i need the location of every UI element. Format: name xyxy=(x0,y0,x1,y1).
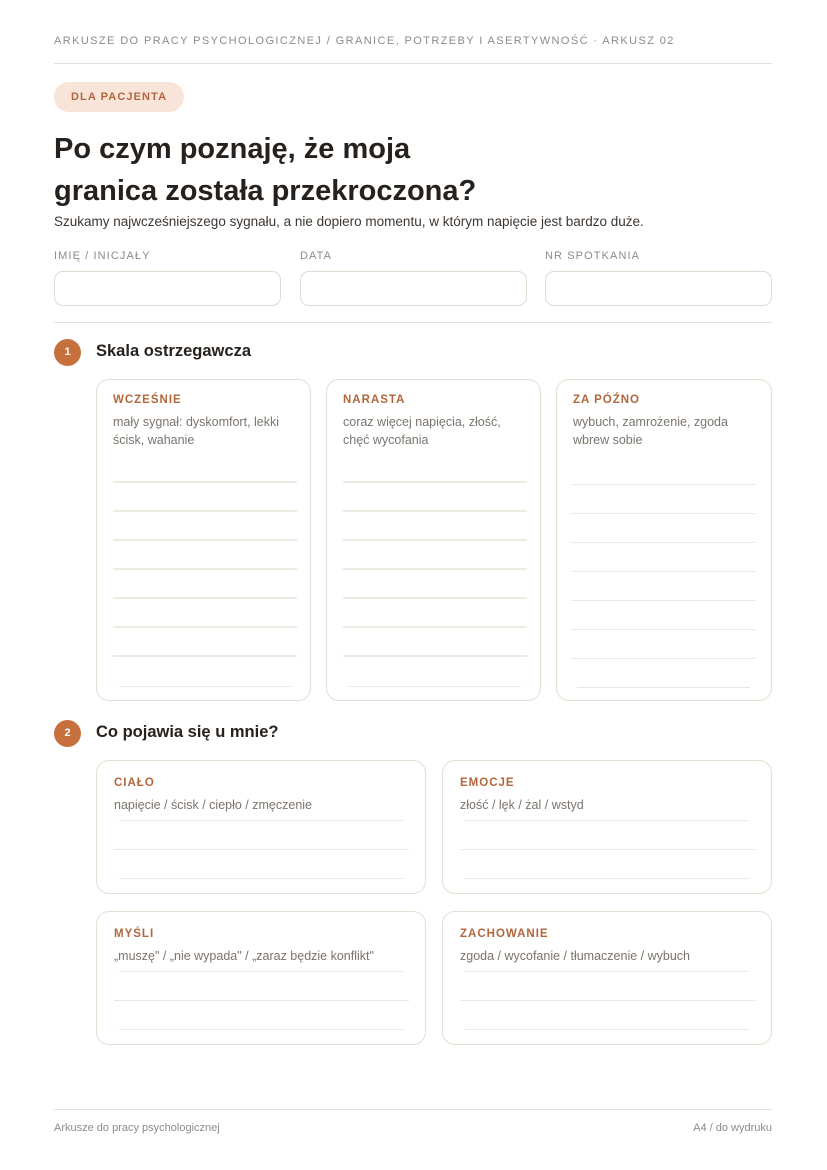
writing-line xyxy=(571,513,756,514)
writing-line xyxy=(349,686,521,687)
section-1-header xyxy=(54,339,454,367)
writing-line xyxy=(113,510,297,512)
section-1-title: Skala ostrzegawcza xyxy=(96,342,251,360)
writing-line xyxy=(465,820,749,821)
audience-badge: DLA PACJENTA xyxy=(54,82,184,112)
card-rising-hint: coraz więcej napięcia, złość, chęć wycofania xyxy=(343,415,501,447)
section-2-header xyxy=(54,720,454,748)
writing-line xyxy=(119,1029,403,1030)
footer-format-note: A4 / do wydruku xyxy=(693,1122,772,1134)
header-divider xyxy=(54,63,772,64)
writing-line xyxy=(119,971,403,972)
page-title-line-2: granica została przekroczona? xyxy=(54,175,477,207)
card-early[interactable] xyxy=(96,379,311,701)
date-input[interactable] xyxy=(300,271,527,306)
name-input[interactable] xyxy=(54,271,281,306)
card-behavior[interactable] xyxy=(442,911,772,1045)
name-field xyxy=(54,250,281,306)
writing-line xyxy=(119,878,403,879)
writing-line xyxy=(571,484,756,485)
card-rising[interactable] xyxy=(326,379,541,701)
card-emotions[interactable] xyxy=(442,760,772,894)
writing-line xyxy=(460,849,755,850)
patient-info-fields xyxy=(54,250,772,308)
card-thoughts-label: MYŚLI xyxy=(114,928,155,940)
card-early-label: WCZEŚNIE xyxy=(113,394,182,406)
date-field-label: DATA xyxy=(300,250,333,262)
writing-line xyxy=(113,655,297,657)
section-2-number: 2 xyxy=(54,720,81,747)
writing-line xyxy=(343,655,527,657)
card-behavior-hint: zgoda / wycofanie / tłumaczenie / wybuch xyxy=(460,949,690,963)
page-title-line-1: Po czym poznaję, że moja xyxy=(54,133,411,165)
writing-line xyxy=(571,658,756,659)
page-subtitle: Szukamy najwcześniejszego sygnału, a nie dopiero momentu, w którym napięcie jest bardzo duże. xyxy=(54,214,644,229)
page-title xyxy=(54,128,754,212)
writing-line xyxy=(571,600,756,601)
footer-series-name: Arkusze do pracy psychologicznej xyxy=(54,1122,220,1134)
header-breadcrumb: ARKUSZE DO PRACY PSYCHOLOGICZNEJ / GRANICE, POTRZEBY I ASERTYWNOŚĆ · ARKUSZ 02 xyxy=(54,35,675,47)
card-thoughts[interactable] xyxy=(96,911,426,1045)
card-early-hint: mały sygnał: dyskomfort, lekki ścisk, wahanie xyxy=(113,415,280,447)
writing-line xyxy=(113,481,297,483)
card-behavior-label: ZACHOWANIE xyxy=(460,928,549,940)
session-number-input[interactable] xyxy=(545,271,772,306)
card-too-late[interactable] xyxy=(556,379,772,701)
card-emotions-label: EMOCJE xyxy=(460,777,515,789)
writing-line xyxy=(571,571,756,572)
name-field-label: IMIĘ / INICJAŁY xyxy=(54,250,151,262)
writing-line xyxy=(577,687,750,688)
writing-line xyxy=(465,878,749,879)
writing-line xyxy=(460,1000,755,1001)
card-body[interactable] xyxy=(96,760,426,894)
writing-line xyxy=(114,1000,409,1001)
writing-line xyxy=(571,629,756,630)
card-too-late-label: ZA PÓŹNO xyxy=(573,394,640,406)
writing-line xyxy=(465,971,749,972)
writing-line xyxy=(571,542,756,543)
writing-line xyxy=(343,481,527,483)
section-2-title: Co pojawia się u mnie? xyxy=(96,723,279,741)
writing-line xyxy=(113,539,297,541)
writing-line xyxy=(113,626,297,628)
card-thoughts-hint: „muszę" / „nie wypada" / „zaraz będzie konflikt" xyxy=(114,949,374,963)
section-divider xyxy=(54,322,772,323)
session-number-field xyxy=(545,250,772,306)
writing-line xyxy=(343,568,527,570)
writing-line xyxy=(113,568,297,570)
date-field xyxy=(300,250,527,306)
writing-line xyxy=(465,1029,749,1030)
writing-line xyxy=(343,626,527,628)
writing-line xyxy=(343,510,527,512)
writing-line xyxy=(119,686,291,687)
card-too-late-hint: wybuch, zamrożenie, zgoda wbrew sobie xyxy=(573,415,728,447)
session-number-field-label: NR SPOTKANIA xyxy=(545,250,641,262)
card-rising-label: NARASTA xyxy=(343,394,406,406)
footer-divider xyxy=(54,1109,772,1110)
writing-line xyxy=(114,849,409,850)
writing-line xyxy=(343,597,527,599)
card-body-hint: napięcie / ścisk / ciepło / zmęczenie xyxy=(114,798,313,812)
writing-line xyxy=(119,820,403,821)
writing-line xyxy=(343,539,527,541)
card-body-label: CIAŁO xyxy=(114,777,155,789)
section-1-number: 1 xyxy=(54,339,81,366)
card-emotions-hint: złość / lęk / żal / wstyd xyxy=(460,798,584,812)
worksheet-page xyxy=(54,0,772,1170)
writing-line xyxy=(113,597,297,599)
